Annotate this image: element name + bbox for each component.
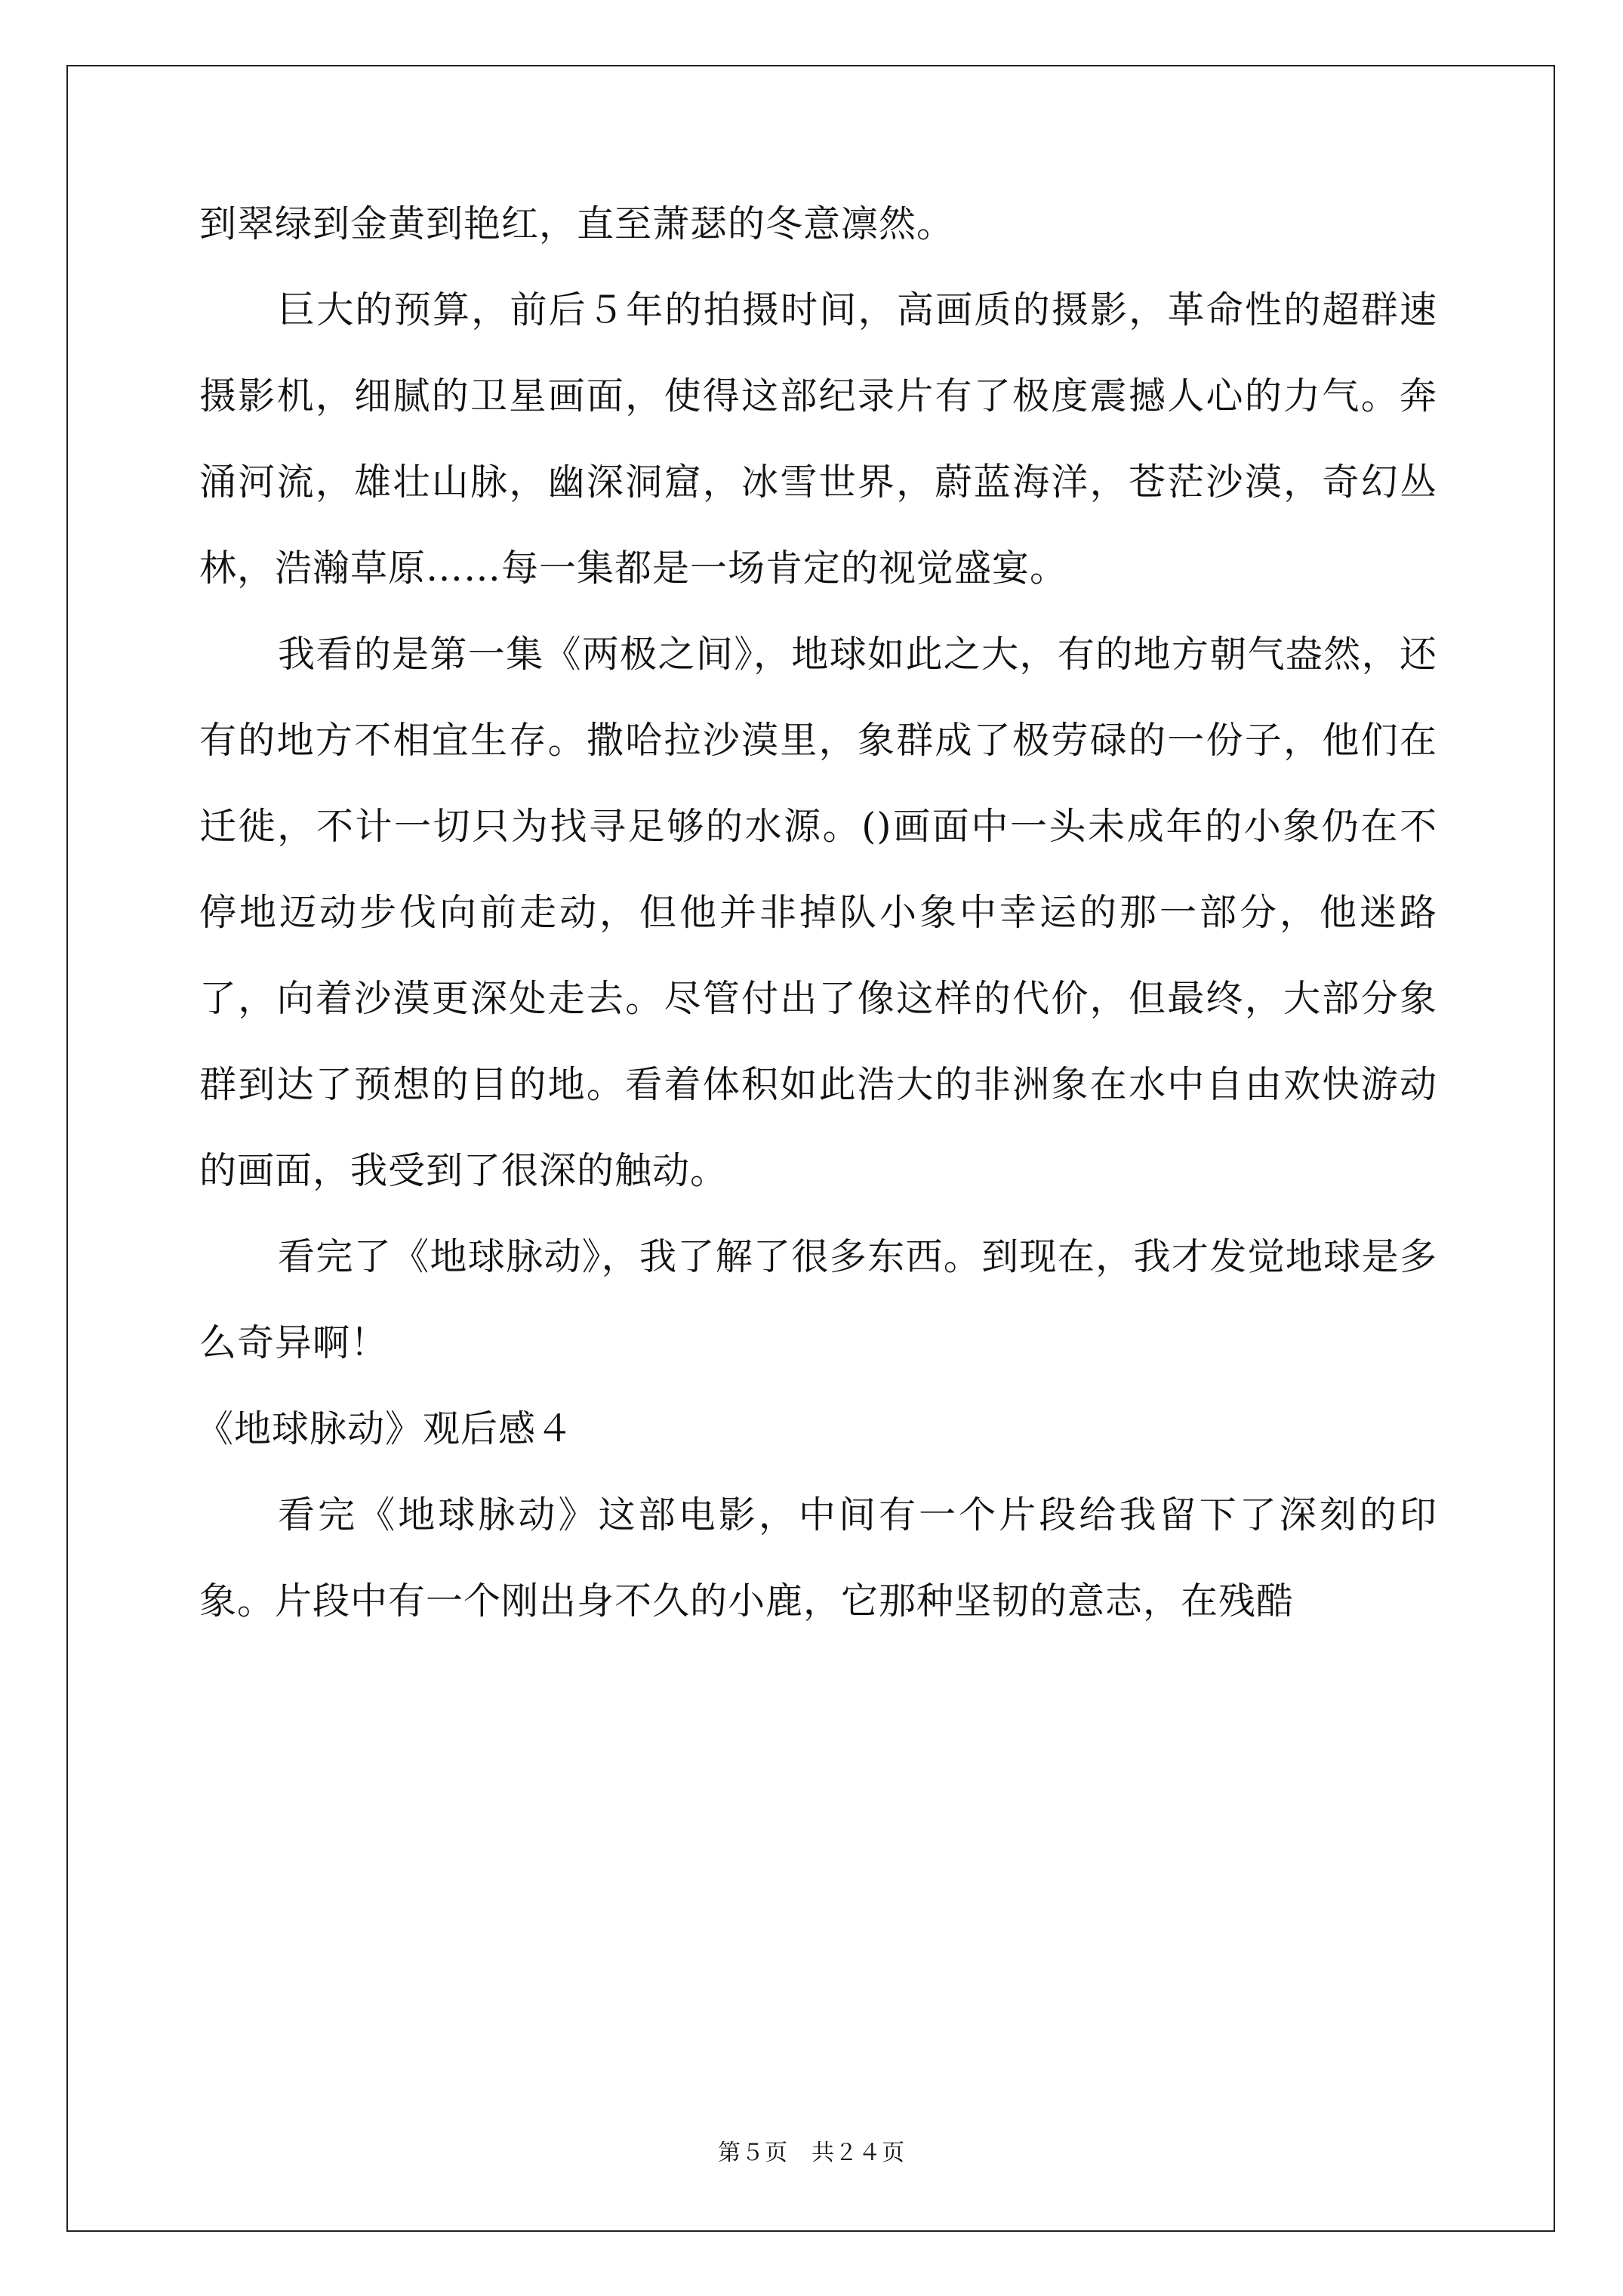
page-number-footer: 第５页 共２４页 — [718, 2140, 905, 2166]
paragraph-continuation: 到翠绿到金黄到艳红，直至萧瑟的冬意凛然。 — [199, 202, 955, 245]
paragraph-conclusion: 看完了《地球脉动》，我了解了很多东西。到现在，我才发觉地球是多么奇异啊！ — [199, 1235, 1437, 1364]
section-heading: 《地球脉动》观后感４ — [196, 1407, 574, 1450]
paragraph-section-four: 看完《地球脉动》这部电影，中间有一个片段给我留下了深刻的印象。片段中有一个刚出身不久的小鹿，它那种坚韧的意志，在残酷 — [199, 1493, 1437, 1623]
paragraph-budget: 巨大的预算，前后５年的拍摄时间，高画质的摄影，革命性的超群速摄影机，细腻的卫星画面，使得这部纪录片有了极度震撼人心的力气。奔涌河流，雄壮山脉，幽深洞窟，冰雪世界，蔚蓝海洋，苍茫沙漠，奇幻丛林，浩瀚草原……每一集都是一场肯定的视觉盛宴。 — [199, 288, 1437, 590]
document-body — [196, 181, 1437, 1644]
paragraph-episode-one: 我看的是第一集《两极之间》，地球如此之大，有的地方朝气盎然，还有的地方不相宜生存。撒哈拉沙漠里，象群成了极劳碌的一份子，他们在迁徙，不计一切只为找寻足够的水源。()画面中一头未成年的小象仍在不停地迈动步伐向前走动，但他并非掉队小象中幸运的那一部分，他迷路了，向着沙漠更深处走去。尽管付出了像这样的代价，但最终，大部分象群到达了预想的目的地。看着体积如此浩大的非洲象在水中自由欢快游动的画面，我受到了很深的触动。 — [199, 633, 1437, 1192]
